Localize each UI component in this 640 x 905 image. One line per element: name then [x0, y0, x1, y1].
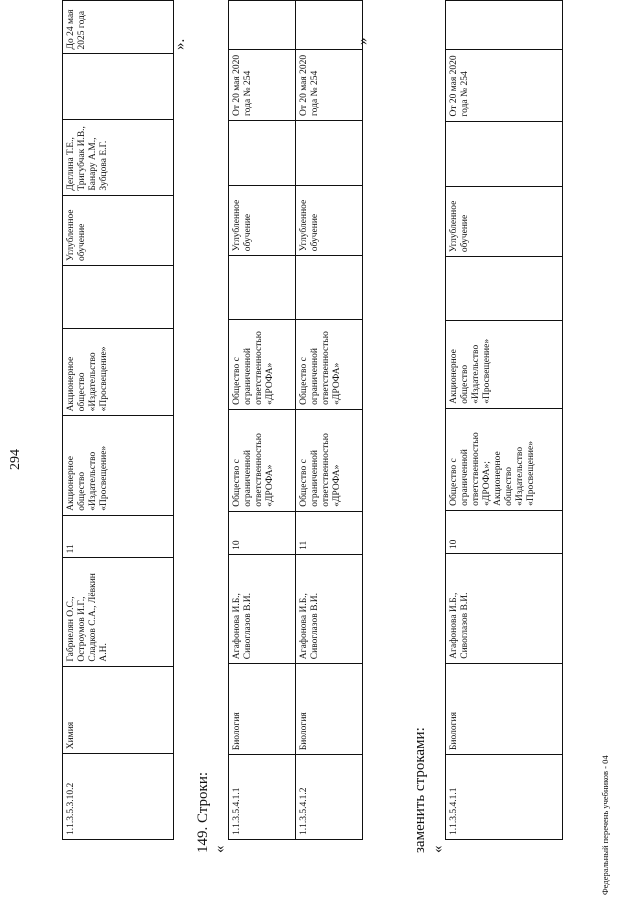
table-row	[229, 1, 296, 840]
table-new-rows	[445, 0, 563, 840]
cell-publisher: Общество с ограниченной ответственностью «ДРОФА»	[229, 409, 296, 511]
cell-publisher-2: Общество с ограниченной ответственностью «ДРОФА»	[229, 319, 296, 409]
cell-order: От 20 мая 2020 года № 254	[229, 49, 296, 120]
cell-empty	[296, 1, 363, 50]
closing-quote: »	[355, 37, 371, 45]
cell-subject: Биология	[446, 663, 563, 754]
cell-code: 1.1.3.5.4.1.1	[229, 755, 296, 840]
cell-code: 1.1.3.5.3.10.2	[63, 754, 174, 840]
cell-empty	[446, 1, 563, 50]
cell-publisher-2: Общество с ограниченной ответственностью «ДРОФА»	[296, 319, 363, 409]
footer-text: Федеральный перечень учебников - 04	[600, 755, 610, 895]
table-row	[446, 1, 563, 840]
cell-empty	[63, 54, 174, 120]
cell-date-until: До 24 мая 2025 года	[63, 1, 174, 54]
closing-quote: ».	[172, 38, 188, 50]
cell-empty	[446, 121, 563, 186]
cell-order: От 20 мая 2020 года № 254	[446, 49, 563, 121]
cell-level: Углубленное обучение	[229, 185, 296, 255]
replace-heading: заменить строками:	[412, 727, 428, 853]
opening-quote: «	[212, 845, 228, 853]
cell-publisher-2: Акционерное общество «Издательство «Просвещение»	[446, 320, 563, 408]
table-old-rows	[228, 0, 363, 840]
cell-subject: Биология	[296, 664, 363, 755]
cell-code: 1.1.3.5.4.1.2	[296, 755, 363, 840]
cell-subject: Биология	[229, 664, 296, 755]
cell-grade: 11	[63, 515, 174, 558]
cell-empty	[296, 121, 363, 186]
opening-quote: «	[430, 845, 446, 853]
cell-authors: Агафонова И.Б., Сивоглазов В.И.	[446, 554, 563, 664]
cell-empty	[229, 121, 296, 186]
cell-grade: 11	[296, 511, 363, 554]
cell-order: От 20 мая 2020 года № 254	[296, 49, 363, 120]
cell-grade: 10	[446, 510, 563, 553]
section-heading-149: 149. Строки:	[195, 771, 211, 853]
cell-level: Углубленное обучение	[296, 185, 363, 255]
cell-empty	[296, 256, 363, 319]
cell-subject: Химия	[63, 666, 174, 754]
cell-level: Углубленное обучение	[446, 186, 563, 256]
cell-level: Углубленное обучение	[63, 195, 174, 265]
cell-publisher: Акционерное общество «Издательство «Просвещение»	[63, 416, 174, 515]
cell-new-authors: Деглина Т.Е., Тригубчак И.В., Банару А.М., Зубцова Е.Г.	[63, 120, 174, 196]
cell-authors: Агафонова И.Б., Сивоглазов В.И.	[229, 554, 296, 663]
cell-publisher: Общество с ограниченной ответственностью «ДРОФА»; Акционерное общество «Издательство «Просвещение»	[446, 408, 563, 510]
cell-empty	[446, 257, 563, 321]
cell-authors: Габриелян О.С., Остроумов И.Г., Сладков С.А., Лёвкин А.Н.	[63, 558, 174, 666]
cell-code: 1.1.3.5.4.1.1	[446, 755, 563, 840]
cell-publisher: Общество с ограниченной ответственностью «ДРОФА»	[296, 409, 363, 511]
table-row	[296, 1, 363, 840]
table-row	[63, 1, 174, 840]
cell-empty	[229, 256, 296, 319]
cell-grade: 10	[229, 511, 296, 554]
cell-authors: Агафонова И.Б., Сивоглазов В.И.	[296, 554, 363, 663]
cell-empty	[63, 265, 174, 328]
cell-publisher-2: Акционерное общество «Издательство «Просвещение»	[63, 328, 174, 416]
cell-empty	[229, 1, 296, 50]
page-number: 294	[8, 449, 23, 470]
table-top	[62, 0, 174, 840]
